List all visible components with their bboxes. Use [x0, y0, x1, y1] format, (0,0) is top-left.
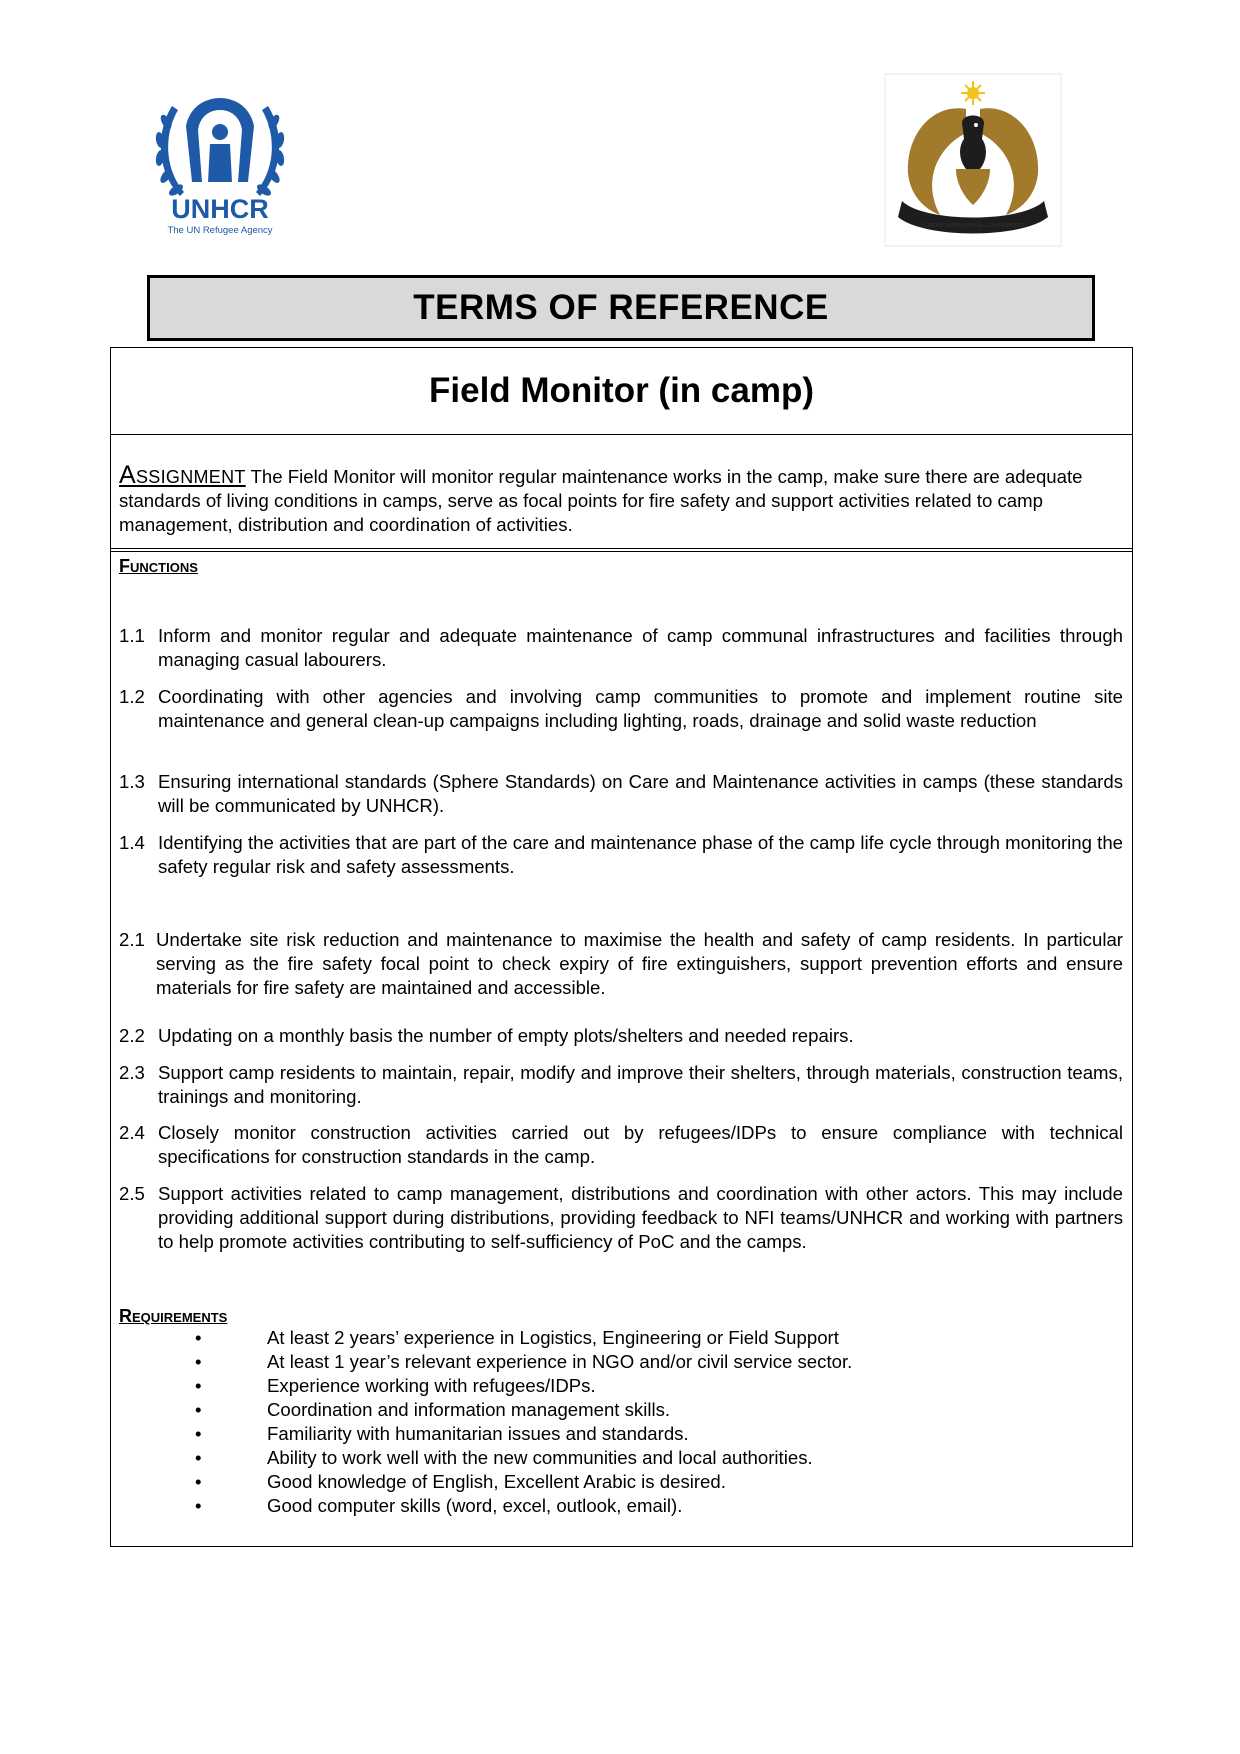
- function-item: [119, 1024, 1123, 1048]
- assignment-text: The Field Monitor will monitor regular maintenance works in the camp, make sure there are adequate standards of living conditions in camps, serve as focal points for fire safety and support activities related to camp management, distribution and coordination of activities.: [119, 466, 1083, 535]
- function-item: [119, 831, 1123, 879]
- function-text: Closely monitor construction activities carried out by refugees/IDPs to ensure compliance with technical specifications for construction standards in the camp.: [158, 1122, 1123, 1167]
- function-number: 2.3: [119, 1062, 145, 1083]
- assignment-section: [119, 463, 1119, 537]
- requirement-text: Good knowledge of English, Excellent Arabic is desired.: [267, 1471, 726, 1492]
- list-item: [119, 1326, 1119, 1350]
- function-item: [119, 685, 1123, 733]
- list-item: [119, 1446, 1119, 1470]
- requirement-text: Coordination and information management skills.: [267, 1399, 671, 1420]
- list-item: [119, 1422, 1119, 1446]
- bullet: •: [195, 1399, 202, 1420]
- list-item: [119, 1350, 1119, 1374]
- kurdistan-eagle-sun-emblem-icon: [884, 73, 1062, 247]
- function-text: Coordinating with other agencies and involving camp communities to promote and implement routine site maintenance and general clean-up campaigns including lighting, roads, drainage and solid waste reduction: [158, 686, 1123, 731]
- function-number: 1.4: [119, 832, 145, 853]
- bullet: •: [195, 1471, 202, 1492]
- requirement-text: Ability to work well with the new communities and local authorities.: [267, 1447, 813, 1468]
- unhcr-laurel-family-icon: [150, 86, 290, 238]
- function-item: [119, 1061, 1123, 1109]
- krg-caption: KURDISTAN REGIONAL GOVERNMENT: [921, 223, 1025, 229]
- unhcr-logo: [150, 86, 290, 238]
- function-number: 1.2: [119, 686, 145, 707]
- function-text: Undertake site risk reduction and maintenance to maximise the health and safety of camp residents. In particular serving as the fire safety focal point to check expiry of fire extinguishers, support prevention efforts and ensure materials for fire safety are maintained and accessible.: [156, 929, 1123, 998]
- assignment-heading: Assignment: [119, 461, 246, 489]
- bullet: •: [195, 1351, 202, 1372]
- bullet: •: [195, 1327, 202, 1348]
- unhcr-wordmark: UNHCR: [171, 194, 269, 224]
- function-number: 1.1: [119, 625, 145, 646]
- function-text: Identifying the activities that are part of the care and maintenance phase of the camp life cycle through monitoring the safety regular risk and safety assessments.: [158, 832, 1123, 877]
- requirements-heading: Requirements: [119, 1306, 228, 1326]
- function-item: [119, 770, 1123, 818]
- divider: [110, 551, 1133, 552]
- function-text: Support camp residents to maintain, repair, modify and improve their shelters, through materials, construction teams, trainings and monitoring.: [158, 1062, 1123, 1107]
- function-number: 1.3: [119, 771, 145, 792]
- list-item: [119, 1374, 1119, 1398]
- bullet: •: [195, 1423, 202, 1444]
- function-text: Support activities related to camp management, distributions and coordination with other actors. This may include providing additional support during distributions, providing feedback to NFI teams/UNHCR and working with partners to help promote activities contributing to self-sufficiency of PoC and the camps.: [158, 1183, 1123, 1252]
- bullet: •: [195, 1495, 202, 1516]
- function-item: [119, 1121, 1123, 1169]
- position-title-text: Field Monitor (in camp): [429, 371, 814, 410]
- list-item: [119, 1470, 1119, 1494]
- document-title: TERMS OF REFERENCE: [413, 288, 829, 327]
- requirement-text: At least 2 years’ experience in Logistics, Engineering or Field Support: [267, 1327, 839, 1348]
- document-title-box: [148, 276, 1094, 340]
- bullet: •: [195, 1447, 202, 1468]
- divider: [110, 548, 1133, 549]
- function-item: [119, 928, 1123, 1000]
- function-number: 2.1: [119, 929, 145, 950]
- unhcr-tagline: The UN Refugee Agency: [167, 225, 273, 236]
- function-text: Updating on a monthly basis the number of empty plots/shelters and needed repairs.: [158, 1025, 854, 1046]
- list-item: [119, 1494, 1119, 1518]
- bullet: •: [195, 1375, 202, 1396]
- requirement-text: Good computer skills (word, excel, outlook, email).: [267, 1495, 683, 1516]
- list-item: [119, 1398, 1119, 1422]
- function-item: [119, 1182, 1123, 1254]
- function-text: Ensuring international standards (Sphere Standards) on Care and Maintenance activities in camps (these standards will be communicated by UNHCR).: [158, 771, 1123, 816]
- function-item: [119, 624, 1123, 672]
- requirements-list: [119, 1326, 1119, 1518]
- function-number: 2.2: [119, 1025, 145, 1046]
- requirement-text: Experience working with refugees/IDPs.: [267, 1375, 596, 1396]
- requirement-text: Familiarity with humanitarian issues and standards.: [267, 1423, 689, 1444]
- function-number: 2.4: [119, 1122, 145, 1143]
- requirement-text: At least 1 year’s relevant experience in NGO and/or civil service sector.: [267, 1351, 853, 1372]
- functions-heading: Functions: [119, 556, 198, 576]
- divider: [110, 434, 1133, 435]
- function-text: Inform and monitor regular and adequate maintenance of camp communal infrastructures and facilities through managing casual labourers.: [158, 625, 1123, 670]
- krg-logo: [884, 73, 1062, 247]
- function-number: 2.5: [119, 1183, 145, 1204]
- position-title: [110, 347, 1133, 435]
